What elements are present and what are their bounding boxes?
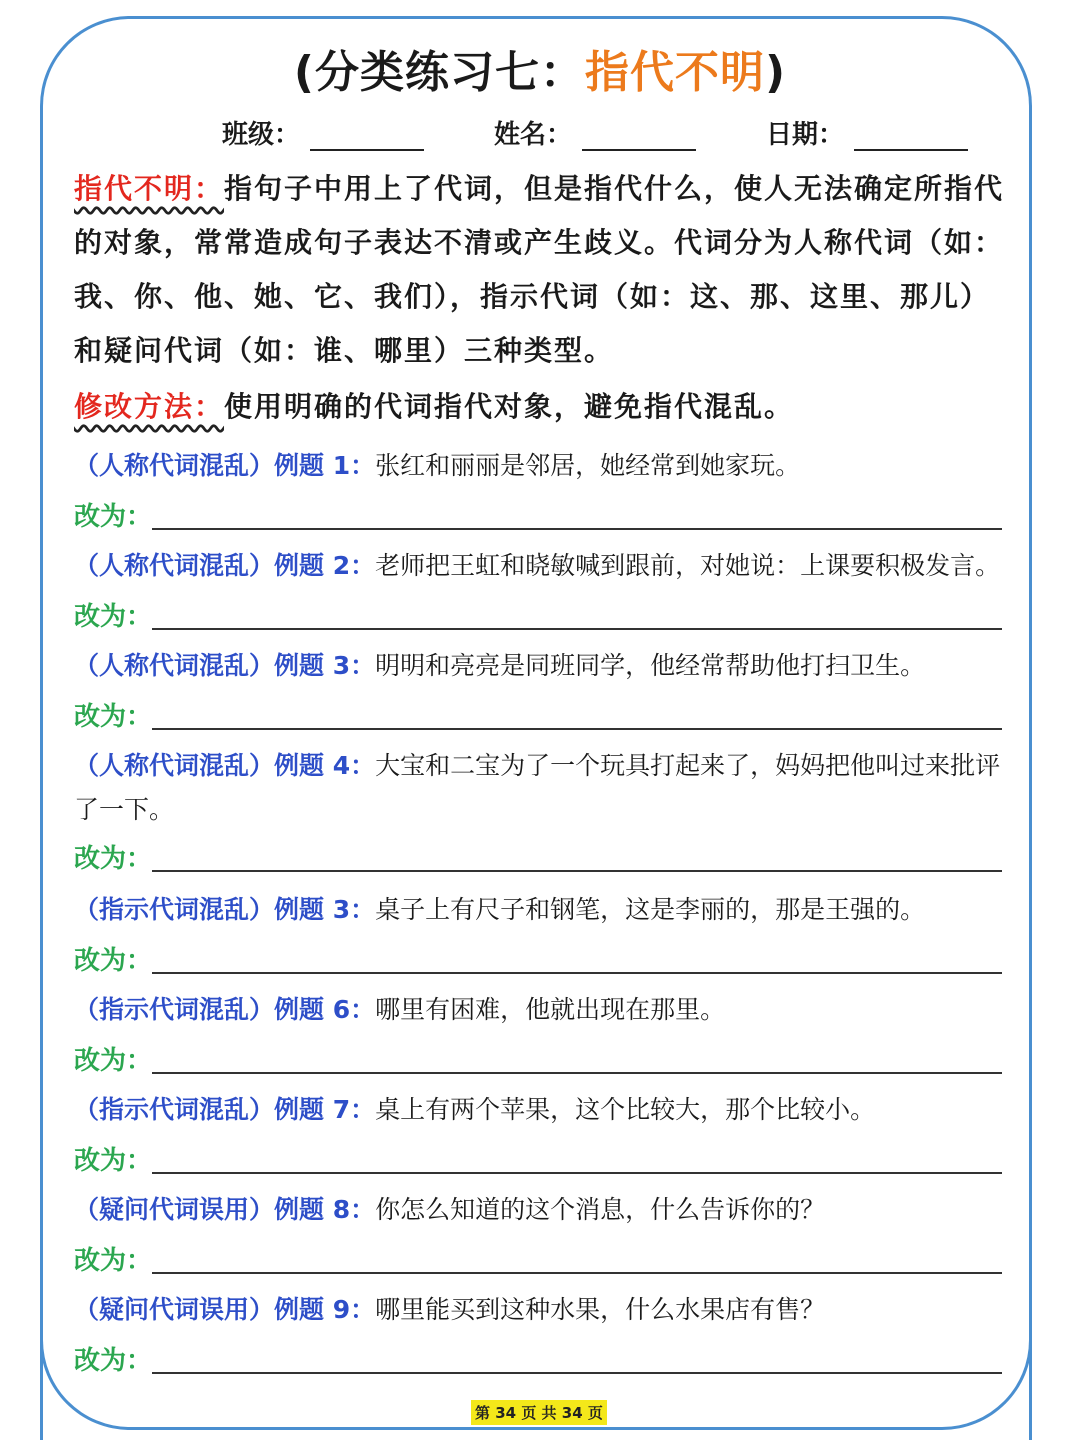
exercise-question [74, 1288, 1014, 1332]
exercise-sentence: 桌上有两个苹果，这个比较大，那个比较小。 [375, 1095, 876, 1124]
answer-blank[interactable] [152, 972, 1002, 974]
name-blank[interactable] [582, 125, 696, 151]
answer-blank[interactable] [152, 528, 1002, 530]
method-label: 修改方法： [74, 390, 225, 423]
exercise-sentence: 哪里能买到这种水果，什么水果店有售？ [375, 1295, 826, 1324]
date-blank[interactable] [854, 125, 968, 151]
class-blank[interactable] [310, 125, 424, 151]
exercise-tag: （人称代词混乱）例题 1： [74, 451, 376, 480]
exercise-tag: （人称代词混乱）例题 3： [74, 651, 376, 680]
exercise-question [74, 544, 1014, 588]
title-prefix: (分类练习七： [293, 47, 585, 98]
exercise-tag: （人称代词混乱）例题 4： [74, 751, 376, 780]
exercise-sentence: 哪里有困难，他就出现在那里。 [375, 995, 726, 1024]
method-paragraph [74, 380, 1014, 434]
exercise-sentence: 你怎么知道的这个消息，什么告诉你的？ [375, 1195, 826, 1224]
exercise-sentence: 桌子上有尺子和钢笔，这是李丽的，那是王强的。 [375, 895, 926, 924]
answer-label: 改为： [74, 1046, 153, 1076]
exercise-tag: （指示代词混乱）例题 7： [74, 1095, 376, 1124]
exercise-sentence: 大宝和二宝为了一个玩具打起来了，妈妈把他叫过来批评了一下。 [74, 751, 1001, 824]
answer-label: 改为： [74, 1146, 153, 1176]
answer-blank[interactable] [152, 628, 1002, 630]
definition-paragraph [74, 162, 1014, 378]
answer-blank[interactable] [152, 1272, 1002, 1274]
exercise-tag: （指示代词混乱）例题 6： [74, 995, 376, 1024]
exercise-question [74, 988, 1014, 1032]
exercise-tag: （疑问代词误用）例题 9： [74, 1295, 376, 1324]
exercise-tag: （人称代词混乱）例题 2： [74, 551, 376, 580]
name-label: 姓名： [494, 120, 573, 150]
exercise-question [74, 888, 1014, 932]
exercise-question [74, 744, 1014, 832]
class-field [222, 114, 424, 151]
method-text: 使用明确的代词指代对象，避免指代混乱。 [224, 390, 795, 423]
answer-blank[interactable] [152, 1372, 1002, 1374]
exercise-sentence: 明明和亮亮是同班同学，他经常帮助他打扫卫生。 [375, 651, 926, 680]
answer-label: 改为： [74, 844, 153, 874]
exercise-question [74, 444, 1014, 488]
answer-blank[interactable] [152, 728, 1002, 730]
date-label: 日期： [766, 120, 845, 150]
exercise-sentence: 老师把王虹和晓敏喊到跟前，对她说：上课要积极发言。 [375, 551, 1001, 580]
title-highlight: 指代不明 [585, 47, 765, 98]
answer-blank[interactable] [152, 870, 1002, 872]
page-title [0, 36, 1080, 100]
answer-label: 改为： [74, 1346, 153, 1376]
exercise-sentence: 张红和丽丽是邻居，她经常到她家玩。 [375, 451, 801, 480]
answer-label: 改为： [74, 1246, 153, 1276]
exercise-question [74, 1088, 1014, 1132]
answer-blank[interactable] [152, 1172, 1002, 1174]
exercise-question [74, 1188, 1014, 1232]
name-field [494, 114, 696, 151]
answer-blank[interactable] [152, 1072, 1002, 1074]
answer-label: 改为： [74, 602, 153, 632]
class-label: 班级： [222, 120, 301, 150]
answer-label: 改为： [74, 702, 153, 732]
exercise-question [74, 644, 1014, 688]
answer-label: 改为： [74, 946, 153, 976]
exercise-tag: （疑问代词误用）例题 8： [74, 1195, 376, 1224]
exercise-tag: （指示代词混乱）例题 3： [74, 895, 376, 924]
definition-text: 指句子中用上了代词，但是指代什么，使人无法确定所指代的对象，常常造成句子表达不清或产生歧义。代词分为人称代词（如：我、你、他、她、它、我们），指示代词（如：这、那、这里、那儿）和疑问代词（如：谁、哪里）三种类型。 [74, 172, 1005, 367]
definition-label: 指代不明： [74, 172, 225, 205]
answer-label: 改为： [74, 502, 153, 532]
page-number-badge: 第 34 页 共 34 页 [471, 1400, 607, 1425]
date-field [766, 114, 968, 151]
title-suffix: ) [765, 47, 787, 98]
